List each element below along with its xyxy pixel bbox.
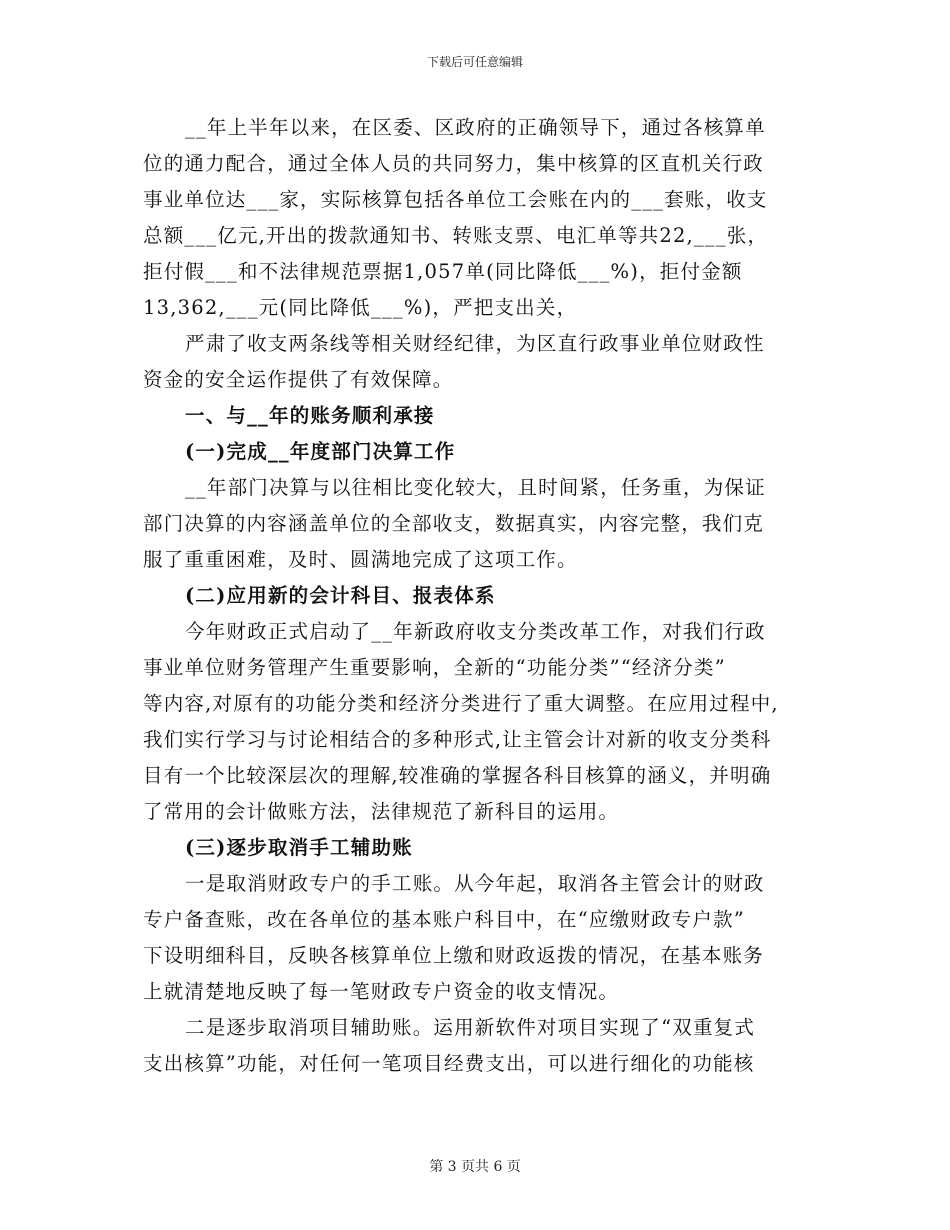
body-line-2: 位的通力配合，通过全体人员的共同努力，集中核算的区直机关行政 [143, 152, 765, 175]
body-line-7: 严肃了收支两条线等相关财经纪律，为区直行政事业单位财政性 [185, 332, 765, 355]
body-line-12: 部门决算的内容涵盖单位的全部收支，数据真实，内容完整，我们克 [143, 512, 765, 535]
page-header-note: 下载后可任意编辑 [426, 55, 523, 69]
body-line-15: 今年财政正式启动了__年新政府收支分类改革工作，对我们行政 [185, 620, 766, 643]
body-line-4: 总额___亿元,开出的拨款通知书、转账支票、电汇单等共22,___张， [143, 224, 769, 247]
body-line-23: 专户备查账，改在各单位的基本账户科目中，在“应缴财政专户款” [143, 908, 745, 931]
body-line-6: 13,362,___元(同比降低___%)，严把支出关， [143, 296, 578, 319]
body-line-3: 事业单位达___家，实际核算包括各单位工会账在内的___套账，收支 [143, 188, 768, 211]
body-line-18: 我们实行学习与讨论相结合的多种形式,让主管会计对新的收支分类科 [143, 728, 772, 751]
body-line-11: __年部门决算与以往相比变化较大，且时间紧，任务重，为保证 [185, 476, 766, 499]
body-line-8: 资金的安全运作提供了有效保障。 [143, 368, 454, 391]
body-line-16: 事业单位财务管理产生重要影响，全新的“功能分类”“经济分类” [143, 656, 726, 679]
subsection-heading-1: (一)完成__年度部门决算工作 [185, 440, 456, 463]
body-line-19: 目有一个比较深层次的理解,较准确的掌握各科目核算的涵义，并明确 [143, 764, 772, 787]
body-line-24: 下设明细科目，反映各核算单位上缴和财政返拨的情况，在基本账务 [143, 944, 765, 967]
body-line-22: 一是取消财政专户的手工账。从今年起，取消各主管会计的财政 [185, 872, 765, 895]
page-footer-number: 第 3 页共 6 页 [429, 1159, 521, 1175]
subsection-heading-2: (二)应用新的会计科目、报表体系 [185, 584, 496, 607]
body-line-20: 了常用的会计做账方法，法律规范了新科目的运用。 [143, 800, 620, 823]
document-body [143, 110, 808, 1082]
body-line-25: 上就清楚地反映了每一笔财政专户资金的收支情况。 [143, 980, 620, 1003]
body-line-17: 等内容,对原有的功能分类和经济分类进行了重大调整。在应用过程中, [143, 692, 779, 715]
body-line-5: 拒付假___和不法律规范票据1,057单(同比降低___%)，拒付金额 [143, 260, 743, 283]
body-line-13: 服了重重困难，及时、圆满地完成了这项工作。 [143, 548, 578, 571]
body-line-1: __年上半年以来，在区委、区政府的正确领导下，通过各核算单 [185, 116, 766, 139]
body-line-27: 支出核算”功能，对任何一笔项目经费支出，可以进行细化的功能核 [143, 1052, 755, 1075]
subsection-heading-3: (三)逐步取消手工辅助账 [185, 836, 413, 859]
body-line-26: 二是逐步取消项目辅助账。运用新软件对项目实现了“双重复式 [185, 1016, 756, 1039]
section-heading-1: 一、与__年的账务顺利承接 [185, 404, 435, 427]
